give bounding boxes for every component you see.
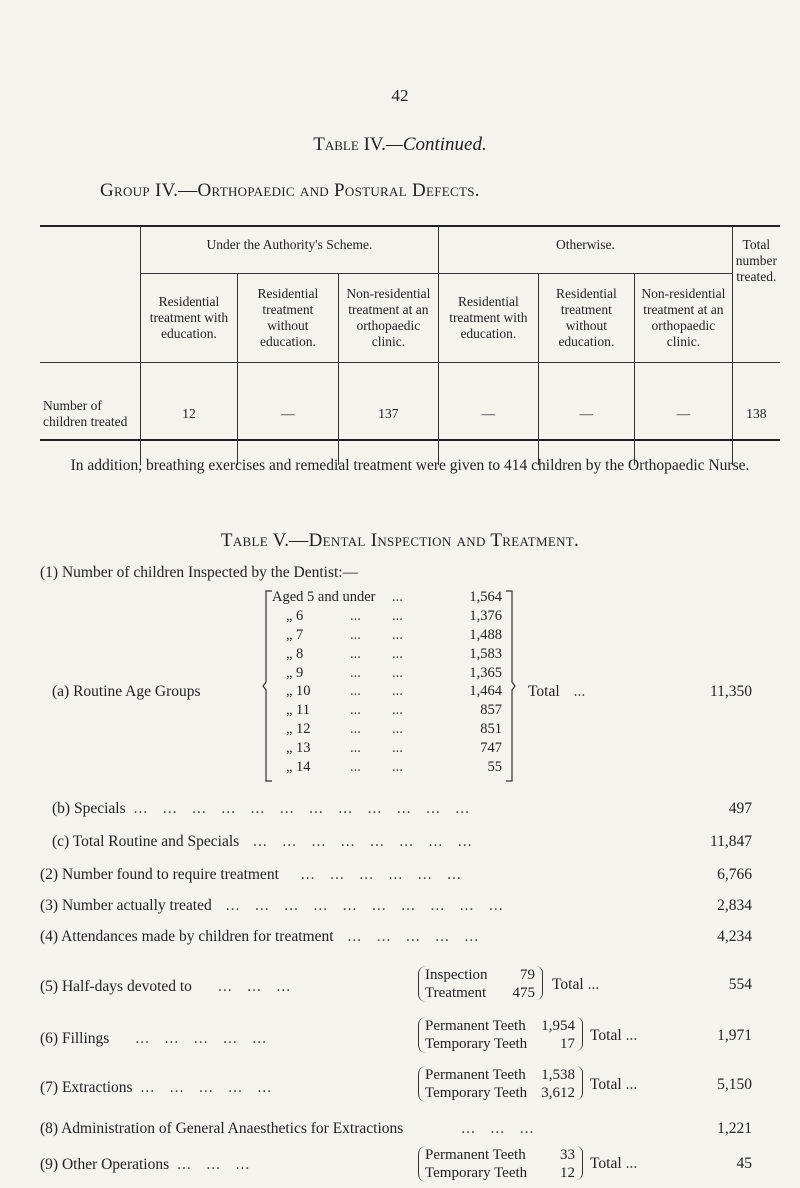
table-cell: —: [238, 363, 338, 466]
note-text: In addition, breathing exercises and remedial treatment were given to 414 children by the Orthopaedic Nurse.: [70, 457, 750, 474]
breakdown-label: Temporary Teeth: [425, 1036, 528, 1052]
age-value: 1,376: [469, 607, 502, 624]
note-paragraph: [40, 456, 780, 476]
total-routine-specials-label: (c) Total Routine and Specials ... ... ... ... ... ... ... ...: [52, 833, 473, 850]
item-5-label: (5) Half-days devoted to ... ... ...: [40, 978, 292, 995]
age-row: „ 8 ... ... 1,583: [286, 645, 502, 662]
total-word: Total: [590, 1155, 622, 1172]
col-header: Residential treatment with education.: [439, 274, 538, 363]
item-1-heading: (1) Number of children Inspected by the Dentist:—: [40, 564, 359, 581]
age-label: „ 8: [286, 645, 304, 662]
age-label: „ 7: [286, 626, 304, 643]
age-value: 857: [480, 702, 502, 719]
age-row: „ 13 ... ... 747: [286, 740, 502, 757]
item-6-total-label: Total ...: [590, 1027, 638, 1044]
item-6-text: (6) Fillings: [40, 1030, 110, 1047]
table-cell: —: [538, 363, 635, 466]
item-5-total-value: 554: [728, 976, 752, 993]
table4-group-heading: Group IV.—Orthopaedic and Postural Defects.: [100, 180, 480, 201]
breakdown-row: [425, 1084, 575, 1102]
age-label: „ 10: [286, 683, 311, 700]
col-header: Non-residential treatment at an orthopaedic clinic.: [338, 274, 439, 363]
table4-title-main: Table IV.: [313, 134, 386, 155]
item-7-text: (7) Extractions: [40, 1079, 133, 1096]
age-value: 851: [480, 721, 502, 738]
breakdown-label: Temporary Teeth: [425, 1165, 528, 1181]
age-label: „ 12: [286, 721, 311, 738]
age-value: 55: [487, 759, 502, 776]
total-word: Total: [590, 1027, 622, 1044]
table-cell-total: 138: [732, 363, 780, 466]
total-routine-text: (c) Total Routine and Specials: [52, 833, 240, 850]
item-3-label: (3) Number actually treated ... ... ... ... ... ... ... ... ... ...: [40, 897, 504, 914]
breakdown-row: [425, 1066, 575, 1084]
age-value: 1,488: [469, 626, 502, 643]
item-9-label: (9) Other Operations ... ... ...: [40, 1156, 251, 1173]
age-row: „ 14 ... ... 55: [286, 759, 502, 776]
specials-text: (b) Specials: [52, 800, 126, 817]
item-9-total-label: Total ...: [590, 1155, 638, 1172]
header-total-treated: Total number treated.: [732, 227, 780, 363]
breakdown-label: Temporary Teeth: [425, 1085, 528, 1101]
table-cell: 137: [338, 363, 439, 466]
table4-title-continued: —Continued.: [385, 134, 487, 155]
breakdown-label: Inspection: [425, 967, 488, 983]
breakdown-row: [425, 984, 535, 1002]
breakdown-row: [425, 966, 535, 984]
item-5-text: (5) Half-days devoted to: [40, 978, 192, 995]
item-6-total-value: 1,971: [717, 1027, 752, 1044]
age-value: 1,583: [469, 645, 502, 662]
col-header: Residential treatment without education.: [538, 274, 635, 363]
breakdown-row: [425, 1035, 575, 1053]
routine-age-groups-label: (a) Routine Age Groups: [52, 683, 201, 700]
age-label: Aged 5 and under: [272, 589, 376, 605]
item-7-brace-close: [576, 1066, 583, 1100]
item-5-breakdown: [418, 966, 535, 1002]
col-header: Non-residential treatment at an orthopaedic clinic.: [635, 274, 733, 363]
table4: [40, 227, 780, 465]
total-routine-specials-value: 11,847: [709, 833, 752, 850]
breakdown-value: 1,954: [541, 1018, 575, 1034]
table-cell: —: [635, 363, 733, 466]
header-authority-scheme: Under the Authority's Scheme.: [140, 227, 438, 274]
specials-label: (b) Specials ... ... ... ... ... ... ... ... ... ... ... ...: [52, 800, 470, 817]
breakdown-label: Permanent Teeth: [425, 1018, 526, 1034]
item-4-text: (4) Attendances made by children for treatment: [40, 928, 334, 945]
item-2-text: (2) Number found to require treatment: [40, 866, 279, 883]
age-row: „ 6 ... ... 1,376: [286, 607, 502, 624]
breakdown-value: 17: [560, 1036, 575, 1052]
item-9-brace-close: [576, 1146, 583, 1180]
item-6-brace-close: [576, 1017, 583, 1051]
breakdown-label: Treatment: [425, 985, 487, 1001]
item-8-label: (8) Administration of General Anaesthetics for Extractions ... ... ...: [40, 1120, 535, 1137]
age-row: „ 11 ... ... 857: [286, 702, 502, 719]
age-value: 1,464: [469, 683, 502, 700]
breakdown-value: 3,612: [541, 1085, 575, 1101]
item-3-text: (3) Number actually treated: [40, 897, 212, 914]
table5-title: Table V.—Dental Inspection and Treatment.: [220, 530, 580, 551]
table4-bottom-rule: [40, 439, 780, 441]
item-4-label: (4) Attendances made by children for treatment ... ... ... ... ...: [40, 928, 480, 945]
table4-corner-lower: [40, 274, 140, 363]
routine-total-value: 11,350: [709, 683, 752, 700]
age-value: 1,365: [469, 664, 502, 681]
item-2-value: 6,766: [717, 866, 752, 883]
item-8-value: 1,221: [717, 1120, 752, 1137]
age-label: „ 14: [286, 759, 311, 776]
item-7-label: (7) Extractions ... ... ... ... ...: [40, 1079, 273, 1096]
age-label: „ 9: [286, 664, 304, 681]
breakdown-value: 12: [560, 1165, 575, 1181]
item-5-brace-close: [536, 966, 543, 1000]
item-3-value: 2,834: [717, 897, 752, 914]
age-label: „ 13: [286, 740, 311, 757]
age-row: „ 10 ... ... 1,464: [286, 683, 502, 700]
item-6-breakdown: [418, 1017, 575, 1053]
item-7-breakdown: [418, 1066, 575, 1102]
header-otherwise: Otherwise.: [439, 227, 733, 274]
breakdown-value: 1,538: [541, 1067, 575, 1083]
breakdown-label: Permanent Teeth: [425, 1067, 526, 1083]
item-6-label: (6) Fillings ... ... ... ... ...: [40, 1030, 267, 1047]
breakdown-row: [425, 1017, 575, 1035]
age-value: 1,564: [469, 589, 502, 605]
age-row: „ 12 ... ... 851: [286, 721, 502, 738]
table-cell: —: [439, 363, 538, 466]
total-word: Total: [528, 683, 560, 700]
total-word: Total: [590, 1076, 622, 1093]
item-9-text: (9) Other Operations: [40, 1156, 170, 1173]
specials-value: 497: [728, 800, 752, 817]
age-label: „ 6: [286, 607, 304, 624]
item-8-text: (8) Administration of General Anaesthetics for Extractions: [40, 1120, 404, 1137]
item-5-total-label: Total ...: [552, 976, 600, 993]
breakdown-value: 33: [560, 1147, 575, 1163]
breakdown-label: Permanent Teeth: [425, 1147, 526, 1163]
breakdown-value: 79: [520, 967, 535, 983]
routine-total-label: Total ...: [528, 683, 586, 700]
age-list: [272, 588, 502, 777]
right-brace-icon: [504, 590, 516, 782]
age-row: „ 7 ... ... 1,488: [286, 626, 502, 643]
page-number: 42: [391, 86, 409, 105]
table4-corner: [40, 227, 140, 274]
age-value: 747: [480, 740, 502, 757]
age-label: „ 11: [286, 702, 311, 719]
col-header: Residential treatment without education.: [238, 274, 338, 363]
col-header: Residential treatment with education.: [140, 274, 238, 363]
total-word: Total: [552, 976, 584, 993]
breakdown-row: [425, 1164, 575, 1182]
item-9-total-value: 45: [736, 1155, 752, 1172]
breakdown-value: 475: [512, 985, 535, 1001]
item-4-value: 4,234: [717, 928, 752, 945]
item-7-total-label: Total ...: [590, 1076, 638, 1093]
item-2-label: (2) Number found to require treatment ... ... ... ... ... ...: [40, 866, 462, 883]
age-row: Aged 5 and under ... 1,564: [272, 589, 502, 605]
item-7-total-value: 5,150: [717, 1076, 752, 1093]
row-label: Number of children treated: [40, 363, 140, 466]
breakdown-row: [425, 1146, 575, 1164]
table-cell: 12: [140, 363, 238, 466]
item-9-breakdown: [418, 1146, 575, 1182]
table4-title: [0, 134, 800, 156]
age-row: „ 9 ... ... 1,365: [286, 664, 502, 681]
